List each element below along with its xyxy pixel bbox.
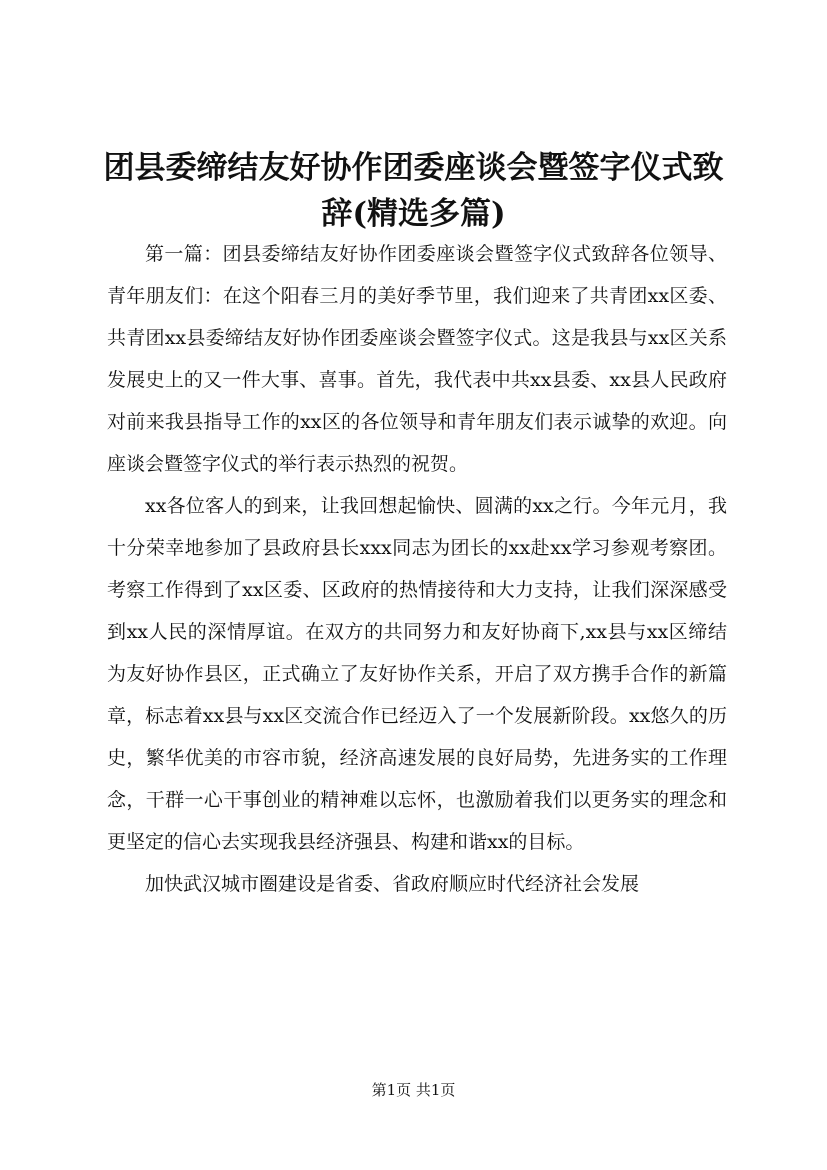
document-title: 团县委缔结友好协作团委座谈会暨签字仪式致辞(精选多篇) bbox=[103, 150, 724, 232]
paragraph-3: 加快武汉城市圈建设是省委、省政府顺应时代经济社会发展 bbox=[145, 873, 640, 895]
paragraph-1: 第一篇：团县委缔结友好协作团委座谈会暨签字仪式致辞各位领导、青年朋友们：在这个阳春三月的美好季节里，我们迎来了共青团xx区委、共青团xx县委缔结友好协作团委座谈会暨签字仪式。这是我县与xx区关系发展史上的又一件大事、喜事。首先，我代表中共xx县委、xx县人民政府对前来我县指导工作的xx区的各位领导和青年朋友们表示诚挚的欢迎。向座谈会暨签字仪式的举行表示热烈的祝贺。 bbox=[107, 243, 727, 475]
document-body bbox=[107, 233, 727, 905]
paragraph-2: xx各位客人的到来，让我回想起愉快、圆满的xx之行。今年元月，我十分荣幸地参加了县政府县长xxx同志为团长的xx赴xx学习参观考察团。考察工作得到了xx区委、区政府的热情接待和大力支持，让我们深深感受到xx人民的深情厚谊。在双方的共同努力和友好协商下,xx县与xx区缔结为友好协作县区，正式确立了友好协作关系，开启了双方携手合作的新篇章，标志着xx县与xx区交流合作已经迈入了一个发展新阶段。xx悠久的历史，繁华优美的市容市貌，经济高速发展的良好局势，先进务实的工作理念，干群一心干事创业的精神难以忘怀，也激励着我们以更务实的理念和更坚定的信心去实现我县经济强县、构建和谐xx的目标。 bbox=[107, 495, 727, 853]
page-footer: 第1页 共1页 bbox=[371, 1081, 456, 1099]
